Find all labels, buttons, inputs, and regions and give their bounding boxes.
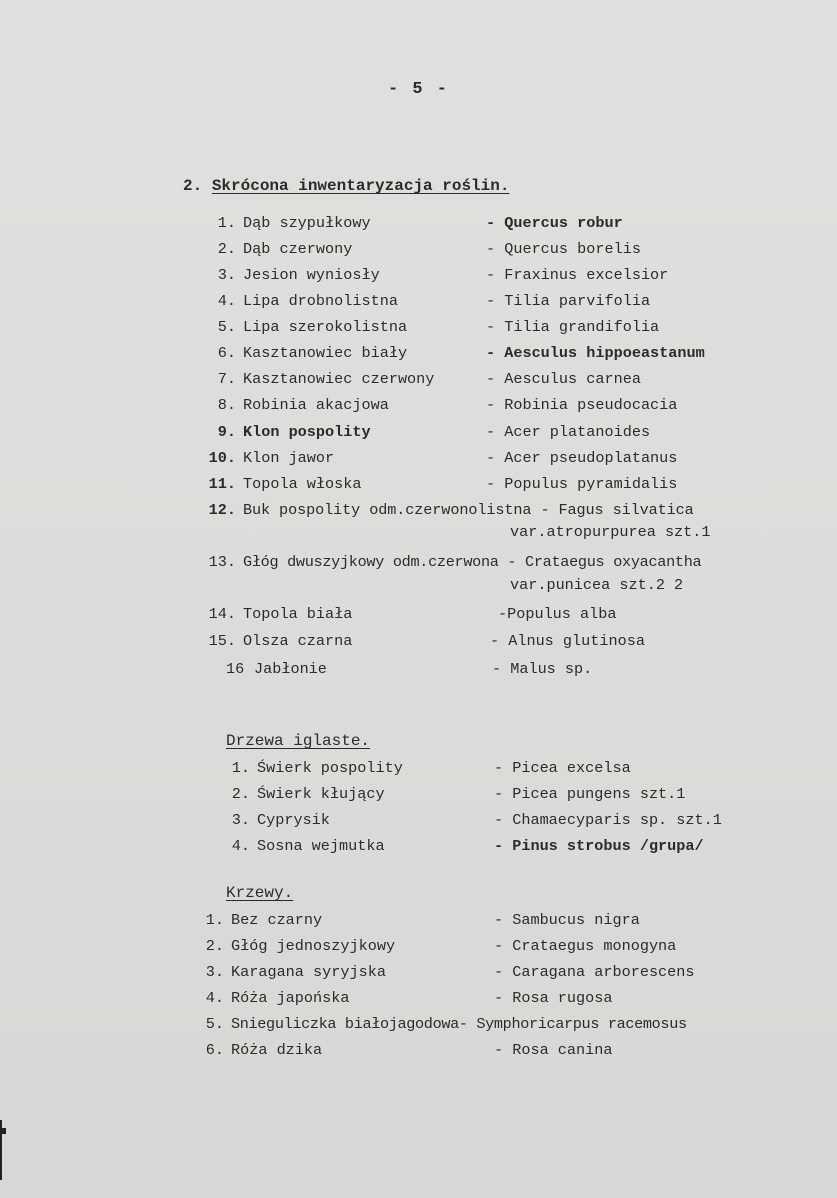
section-heading — [183, 177, 509, 195]
section-number: 2. — [183, 177, 203, 195]
section-title: Skrócona inwentaryzacja roślin. — [211, 177, 510, 195]
conifers-heading: Drzewa iglaste. — [226, 732, 371, 750]
shrubs-heading: Krzewy. — [226, 884, 294, 902]
page-number: - 5 - — [387, 80, 449, 99]
punch-mark — [0, 1120, 7, 1180]
document-page: - 5 - 2. Skrócona inwentaryzacja roślin. 1. Dąb szypułkowy - Quercus robur 2. Dąb czerwony - Quercus borelis 3. Jesion wyniosły - Fraxinus excelsior 4. Lipa drobnolistna - Tilia parvifolia 5. Lipa szerokolistna - Tilia grandifolia 6. Kasztanowiec biały - Aesculus hippoeastanum 7. Kasztanowiec czerwony - Aesculus carnea 8. Robinia akacjowa - Robinia pseudocacia 9. Klon pospolity - Acer platanoides 10. Klon jawor - Acer pseudoplatanus 11. Topola włoska - Populus pyramidalis 12. Buk pospolity odm.czerwonolistna - Fagus silvatica var.atropurpurea szt.1 13. Głóg dwuszyjkowy odm.czerwona - Crataegus oxyacantha var.punicea szt.2 2 14. Topola biała -Populus alba 15. Olsza czarna - Alnus glutinosa 16 Jabłonie - Malus sp. Drzewa iglaste. 1. Świerk pospolity - Picea excelsa 2. Świerk kłujący - Picea pungens szt.1 3. Cyprysik - Chamaecyparis sp. szt.1 4. Sosna wejmutka - Pinus strobus /grupa/ Krzewy. 1. Bez czarny - Sambucus nigra 2. Głóg jednoszyjkowy - Crataegus monogyna 3. Karagana syryjska - Caragana arborescens 4. Róża japońska - Rosa rugosa 5. Snieguliczka białojagodowa- Symphoricarpus racemosus 6. Róża dzika - Rosa canina — [0, 0, 837, 1198]
